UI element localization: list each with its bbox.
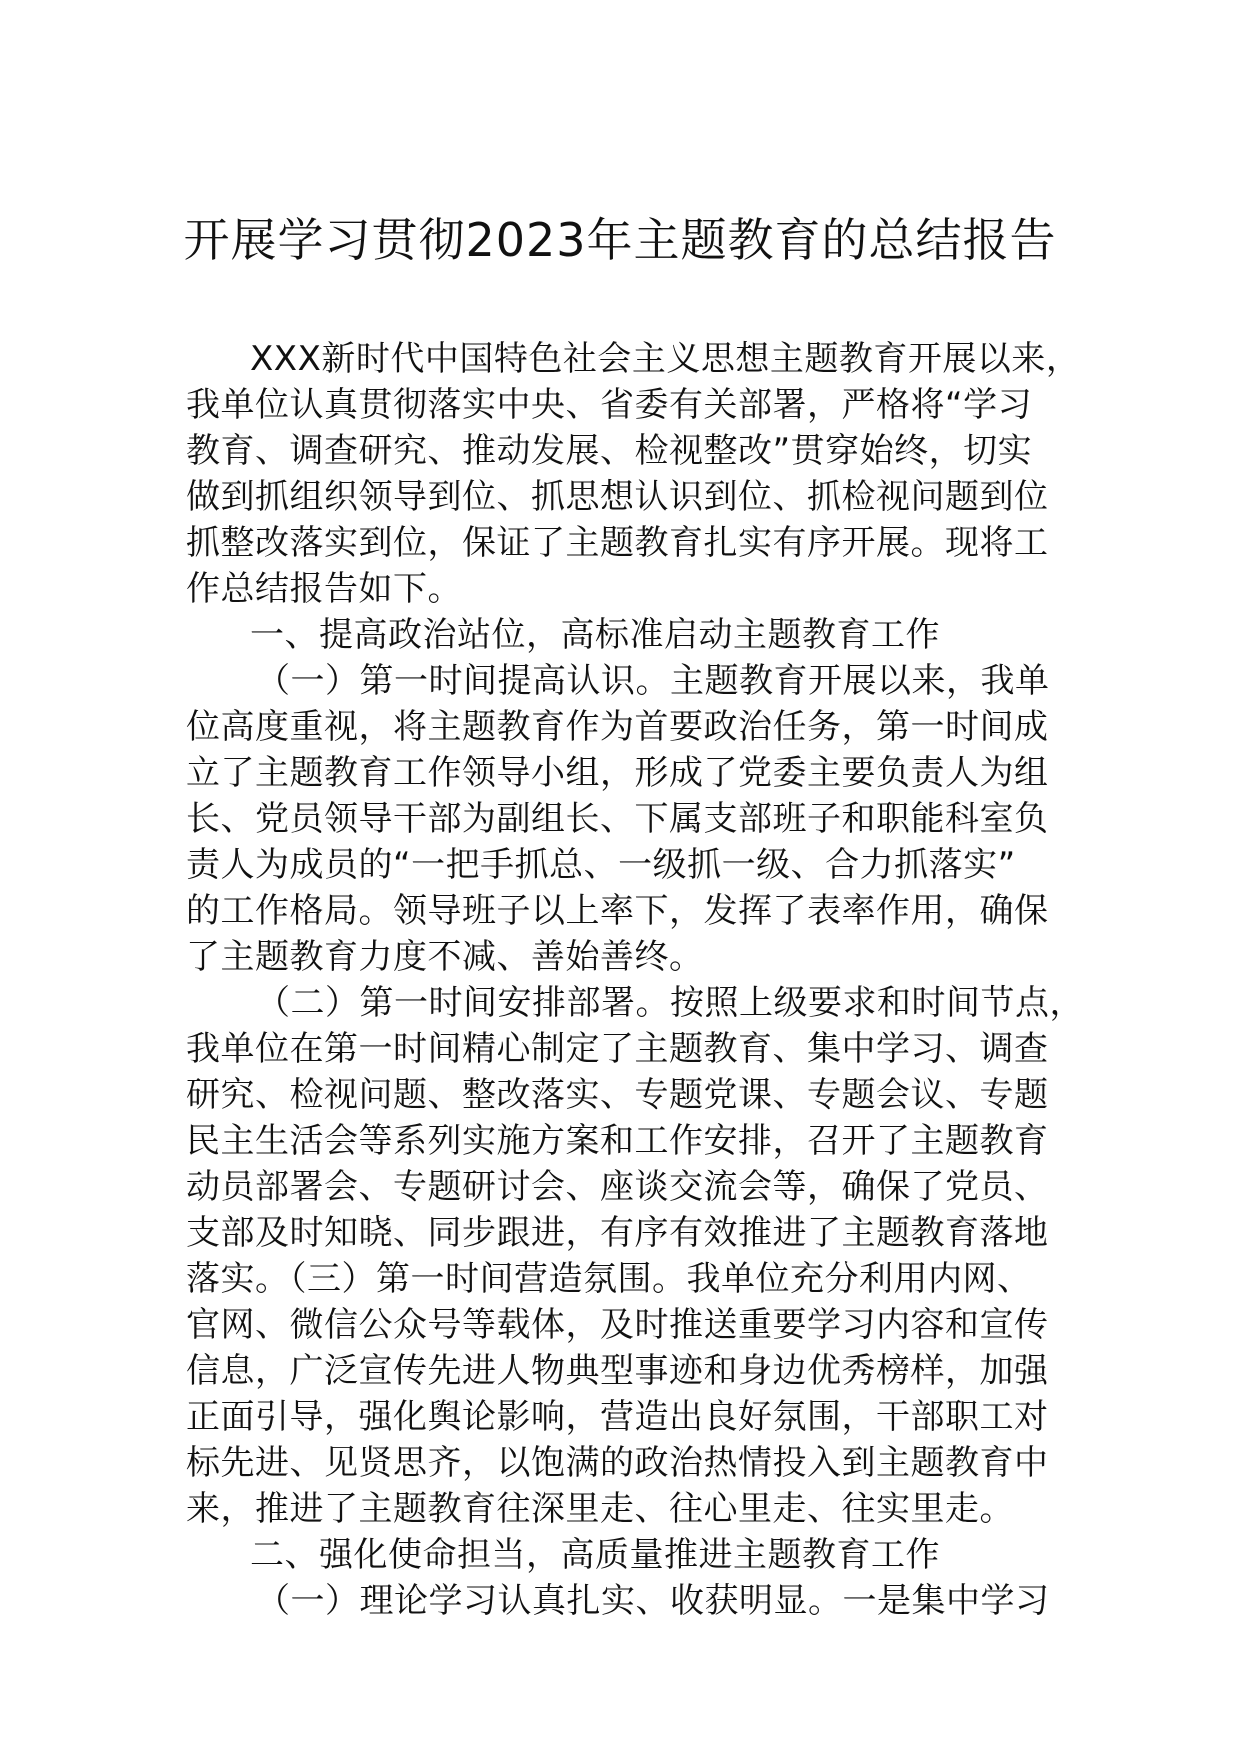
paragraph-line: 了主题教育力度不减、善始善终。 — [186, 937, 704, 977]
paragraph-line: 标先进、见贤思齐，以饱满的政治热情投入到主题教育中 — [186, 1443, 1049, 1483]
paragraph-line: 信息，广泛宣传先进人物典型事迹和身边优秀榜样，加强 — [186, 1351, 1049, 1391]
paragraph-line: 作总结报告如下。 — [186, 569, 462, 609]
paragraph-line: 做到抓组织领导到位、抓思想认识到位、抓检视问题到位 — [186, 477, 1049, 517]
document-title: 开展学习贯彻2023年主题教育的总结报告 — [183, 213, 1057, 267]
paragraph-line: 官网、微信公众号等载体，及时推送重要学习内容和宣传 — [186, 1305, 1049, 1345]
paragraph-line: 责人为成员的“一把手抓总、一级抓一级、合力抓落实” — [186, 845, 1016, 885]
paragraph-line: 抓整改落实到位，保证了主题教育扎实有序开展。现将工 — [186, 523, 1049, 563]
paragraph-line: 的工作格局。领导班子以上率下，发挥了表率作用，确保 — [186, 891, 1049, 931]
paragraph-line: 我单位在第一时间精心制定了主题教育、集中学习、调查 — [186, 1029, 1049, 1069]
paragraph-line: （二）第一时间安排部署。按照上级要求和时间节点， — [256, 983, 1084, 1023]
paragraph-line: 教育、调查研究、推动发展、检视整改”贯穿始终，切实 — [186, 431, 1033, 471]
section-heading: 二、强化使命担当，高质量推进主题教育工作 — [250, 1535, 940, 1575]
paragraph-line: 动员部署会、专题研讨会、座谈交流会等，确保了党员、 — [186, 1167, 1049, 1207]
paragraph-line: 我单位认真贯彻落实中央、省委有关部署，严格将“学习 — [186, 385, 1033, 425]
paragraph-line: （一）理论学习认真扎实、收获明显。一是集中学习 — [256, 1581, 1050, 1621]
paragraph-line: 支部及时知晓、同步跟进，有序有效推进了主题教育落地 — [186, 1213, 1049, 1253]
paragraph-line: 研究、检视问题、整改落实、专题党课、专题会议、专题 — [186, 1075, 1049, 1115]
paragraph-line: 长、党员领导干部为副组长、下属支部班子和职能科室负 — [186, 799, 1049, 839]
paragraph-line: （一）第一时间提高认识。主题教育开展以来，我单 — [256, 661, 1050, 701]
paragraph-line: 立了主题教育工作领导小组，形成了党委主要负责人为组 — [186, 753, 1049, 793]
paragraph-line: 正面引导，强化舆论影响，营造出良好氛围，干部职工对 — [186, 1397, 1049, 1437]
paragraph-line: 民主生活会等系列实施方案和工作安排，召开了主题教育 — [186, 1121, 1049, 1161]
paragraph-line: 位高度重视，将主题教育作为首要政治任务，第一时间成 — [186, 707, 1049, 747]
paragraph-line: XXX新时代中国特色社会主义思想主题教育开展以来， — [250, 339, 1081, 379]
paragraph-line: 落实。（三）第一时间营造氛围。我单位充分利用内网、 — [186, 1259, 1032, 1299]
paragraph-line: 来，推进了主题教育往深里走、往心里走、往实里走。 — [186, 1489, 1014, 1529]
section-heading: 一、提高政治站位，高标准启动主题教育工作 — [250, 615, 940, 655]
